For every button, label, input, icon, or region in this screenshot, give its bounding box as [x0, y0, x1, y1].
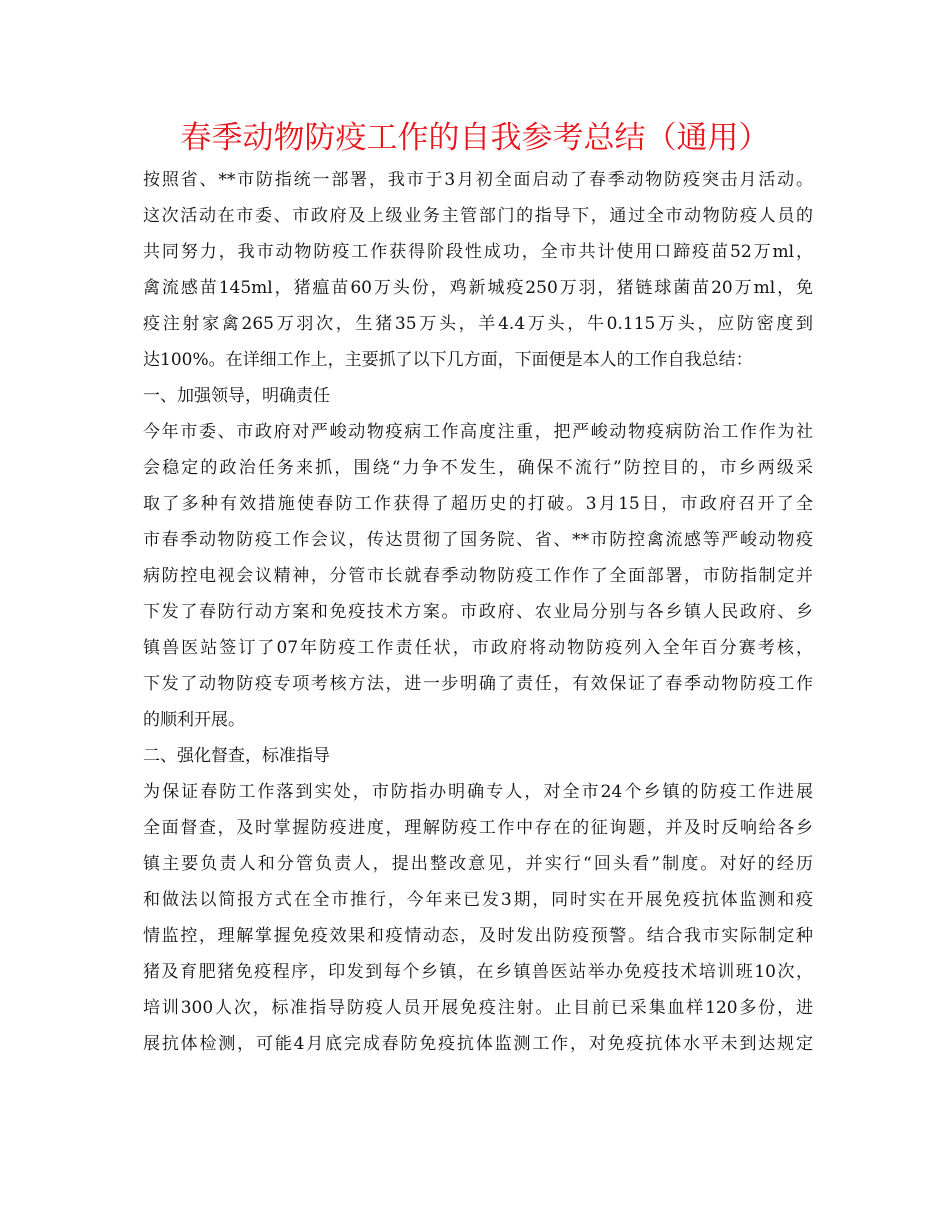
text-line: 下发了春防行动方案和免疫技术方案。市政府、农业局分别与各乡镇人民政府、乡	[143, 602, 813, 622]
text-line: 达100%。在详细工作上，主要抓了以下几方面，下面便是本人的工作自我总结：	[143, 350, 753, 370]
text-line: 猪及育肥猪免疫程序，印发到每个乡镇，在乡镇兽医站举办免疫技术培训班10次，	[143, 962, 813, 982]
text-line: 二、强化督查，标准指导	[143, 746, 330, 766]
text-line: 取了多种有效措施使春防工作获得了超历史的打破。3月15日，市政府召开了全	[143, 494, 813, 514]
text-line: 这次活动在市委、市政府及上级业务主管部门的指导下，通过全市动物防疫人员的	[143, 206, 813, 226]
text-line: 疫注射家禽265万羽次，生猪35万头，羊4.4万头，牛0.115万头，应防密度到	[143, 314, 813, 334]
text-line: 共同努力，我市动物防疫工作获得阶段性成功，全市共计使用口蹄疫苗52万ml，	[143, 242, 813, 262]
text-line: 病防控电视会议精神，分管市长就春季动物防疫工作作了全面部署，市防指制定并	[143, 566, 813, 586]
document-title: 春季动物防疫工作的自我参考总结（通用）	[180, 120, 770, 156]
text-line: 镇兽医站签订了07年防疫工作责任状，市政府将动物防疫列入全年百分赛考核，	[143, 638, 813, 658]
text-line: 情监控，理解掌握免疫效果和疫情动态，及时发出防疫预警。结合我市实际制定种	[143, 926, 813, 946]
text-line: 和做法以简报方式在全市推行，今年来已发3期，同时实在开展免疫抗体监测和疫	[143, 890, 813, 910]
text-line: 会稳定的政治任务来抓，围绕“力争不发生，确保不流行”防控目的，市乡两级采	[143, 458, 813, 478]
text-line: 镇主要负责人和分管负责人，提出整改意见，并实行“回头看”制度。对好的经历	[143, 854, 813, 874]
document-body	[143, 162, 813, 1062]
text-line: 培训300人次，标准指导防疫人员开展免疫注射。止目前已采集血样120多份，进	[143, 998, 813, 1018]
text-line: 市春季动物防疫工作会议，传达贯彻了国务院、省、**市防控禽流感等严峻动物疫	[143, 530, 813, 550]
text-line: 禽流感苗145ml，猪瘟苗60万头份，鸡新城疫250万羽，猪链球菌苗20万ml，免	[143, 278, 813, 298]
text-line: 展抗体检测，可能4月底完成春防免疫抗体监测工作，对免疫抗体水平未到达规定	[143, 1034, 813, 1054]
text-line: 全面督查，及时掌握防疫进度，理解防疫工作中存在的征询题，并及时反响给各乡	[143, 818, 813, 838]
text-line: 今年市委、市政府对严峻动物疫病工作高度注重，把严峻动物疫病防治工作作为社	[143, 422, 813, 442]
text-line: 为保证春防工作落到实处，市防指办明确专人，对全市24个乡镇的防疫工作进展	[143, 782, 813, 802]
text-line: 的顺利开展。	[143, 710, 245, 730]
text-line: 按照省、**市防指统一部署，我市于3月初全面启动了春季动物防疫突击月活动。	[143, 170, 813, 190]
text-line: 一、加强领导，明确责任	[143, 386, 330, 406]
text-line: 下发了动物防疫专项考核方法，进一步明确了责任，有效保证了春季动物防疫工作	[143, 674, 813, 694]
